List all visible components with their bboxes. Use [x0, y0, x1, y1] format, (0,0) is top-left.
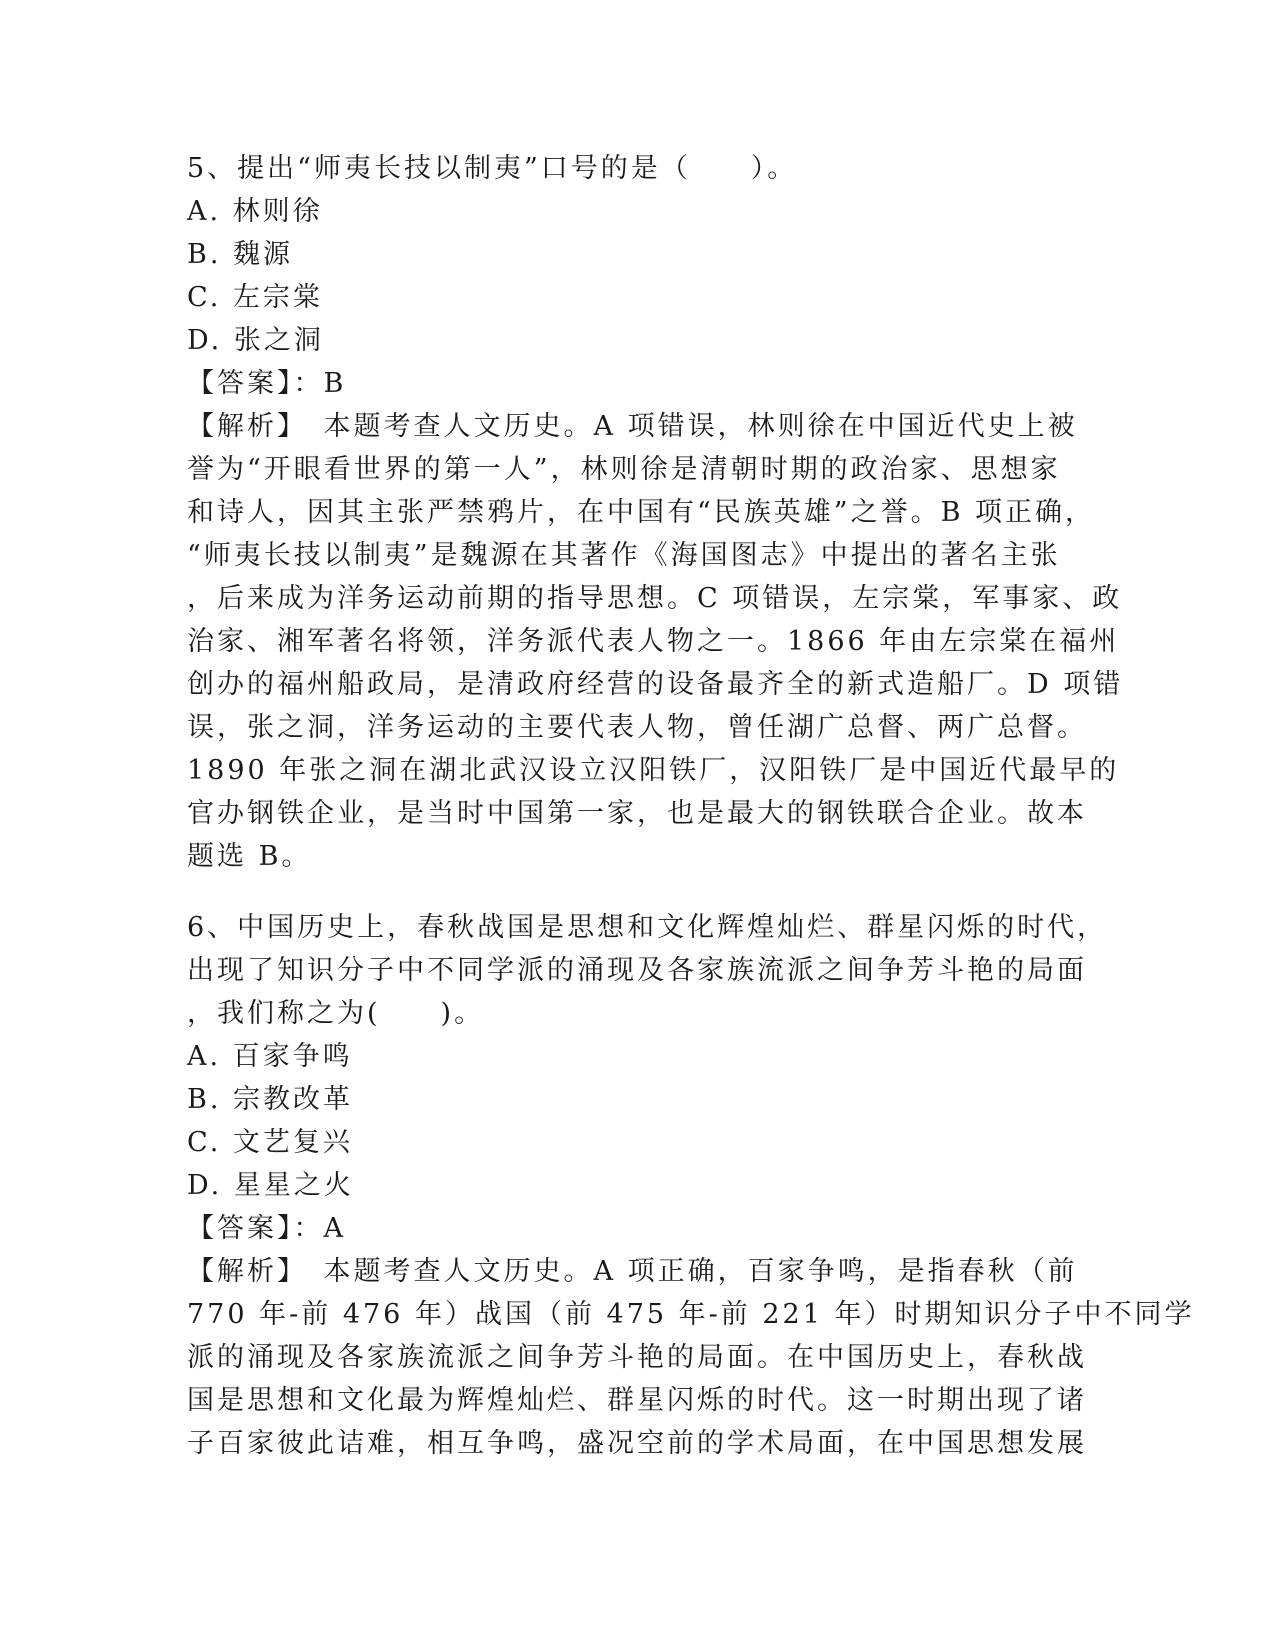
analysis-line: 创办的福州船政局，是清政府经营的设备最齐全的新式造船厂。D 项错 [187, 669, 1124, 700]
analysis-line: 誉为“开眼看世界的第一人”，林则徐是清朝时期的政治家、思想家 [187, 454, 1061, 485]
option-a: A. 林则徐 [187, 196, 323, 227]
answer-line: 【答案】：A [187, 1213, 346, 1244]
question-stem: ，我们称之为( )。 [187, 998, 485, 1029]
analysis-line: 1890 年张之洞在湖北武汉设立汉阳铁厂，汉阳铁厂是中国近代最早的 [187, 755, 1120, 786]
question-stem: 出现了知识分子中不同学派的涌现及各家族流派之间争芳斗艳的局面 [187, 955, 1087, 986]
option-c: C. 左宗棠 [187, 282, 323, 313]
analysis-line: 【解析】 本题考查人文历史。A 项错误，林则徐在中国近代史上被 [187, 411, 1078, 442]
option-a: A. 百家争鸣 [187, 1041, 353, 1072]
option-b: B. 宗教改革 [187, 1084, 354, 1115]
analysis-line: 官办钢铁企业，是当时中国第一家，也是最大的钢铁联合企业。故本 [187, 798, 1087, 829]
question-spacer [187, 878, 1087, 906]
analysis-line: 【解析】 本题考查人文历史。A 项正确，百家争鸣，是指春秋（前 [187, 1256, 1078, 1287]
option-d: D. 星星之火 [187, 1170, 354, 1201]
analysis-line: 国是思想和文化最为辉煌灿烂、群星闪烁的时代。这一时期出现了诸 [187, 1385, 1087, 1416]
option-b: B. 魏源 [187, 239, 294, 270]
analysis-line: 题选 B。 [187, 841, 312, 872]
document-page [187, 147, 1195, 1465]
analysis-line: 子百家彼此诘难，相互争鸣，盛况空前的学术局面，在中国思想发展 [187, 1428, 1087, 1459]
question-stem: 6、中国历史上，春秋战国是思想和文化辉煌灿烂、群星闪烁的时代， [187, 912, 1108, 943]
option-c: C. 文艺复兴 [187, 1127, 353, 1158]
option-d: D. 张之洞 [187, 325, 324, 356]
answer-line: 【答案】：B [187, 368, 347, 399]
question-6 [187, 906, 1195, 1465]
analysis-line: 770 年-前 476 年）战国（前 475 年-前 221 年）时期知识分子中不同学 [187, 1299, 1195, 1330]
analysis-line: 和诗人，因其主张严禁鸦片，在中国有“民族英雄”之誉。B 项正确， [187, 497, 1096, 528]
question-stem: 5、提出“师夷长技以制夷”口号的是（ ）。 [187, 153, 798, 184]
analysis-line: 误，张之洞，洋务运动的主要代表人物，曾任湖广总督、两广总督。 [187, 712, 1087, 743]
analysis-line: “师夷长技以制夷”是魏源在其著作《海国图志》中提出的著名主张 [187, 540, 1061, 571]
analysis-line: 派的涌现及各家族流派之间争芳斗艳的局面。在中国历史上，春秋战 [187, 1342, 1087, 1373]
analysis-line: 治家、湘军著名将领，洋务派代表人物之一。1866 年由左宗棠在福州 [187, 626, 1120, 657]
analysis-line: ，后来成为洋务运动前期的指导思想。C 项错误，左宗棠，军事家、政 [187, 583, 1123, 614]
question-5 [187, 147, 1124, 878]
